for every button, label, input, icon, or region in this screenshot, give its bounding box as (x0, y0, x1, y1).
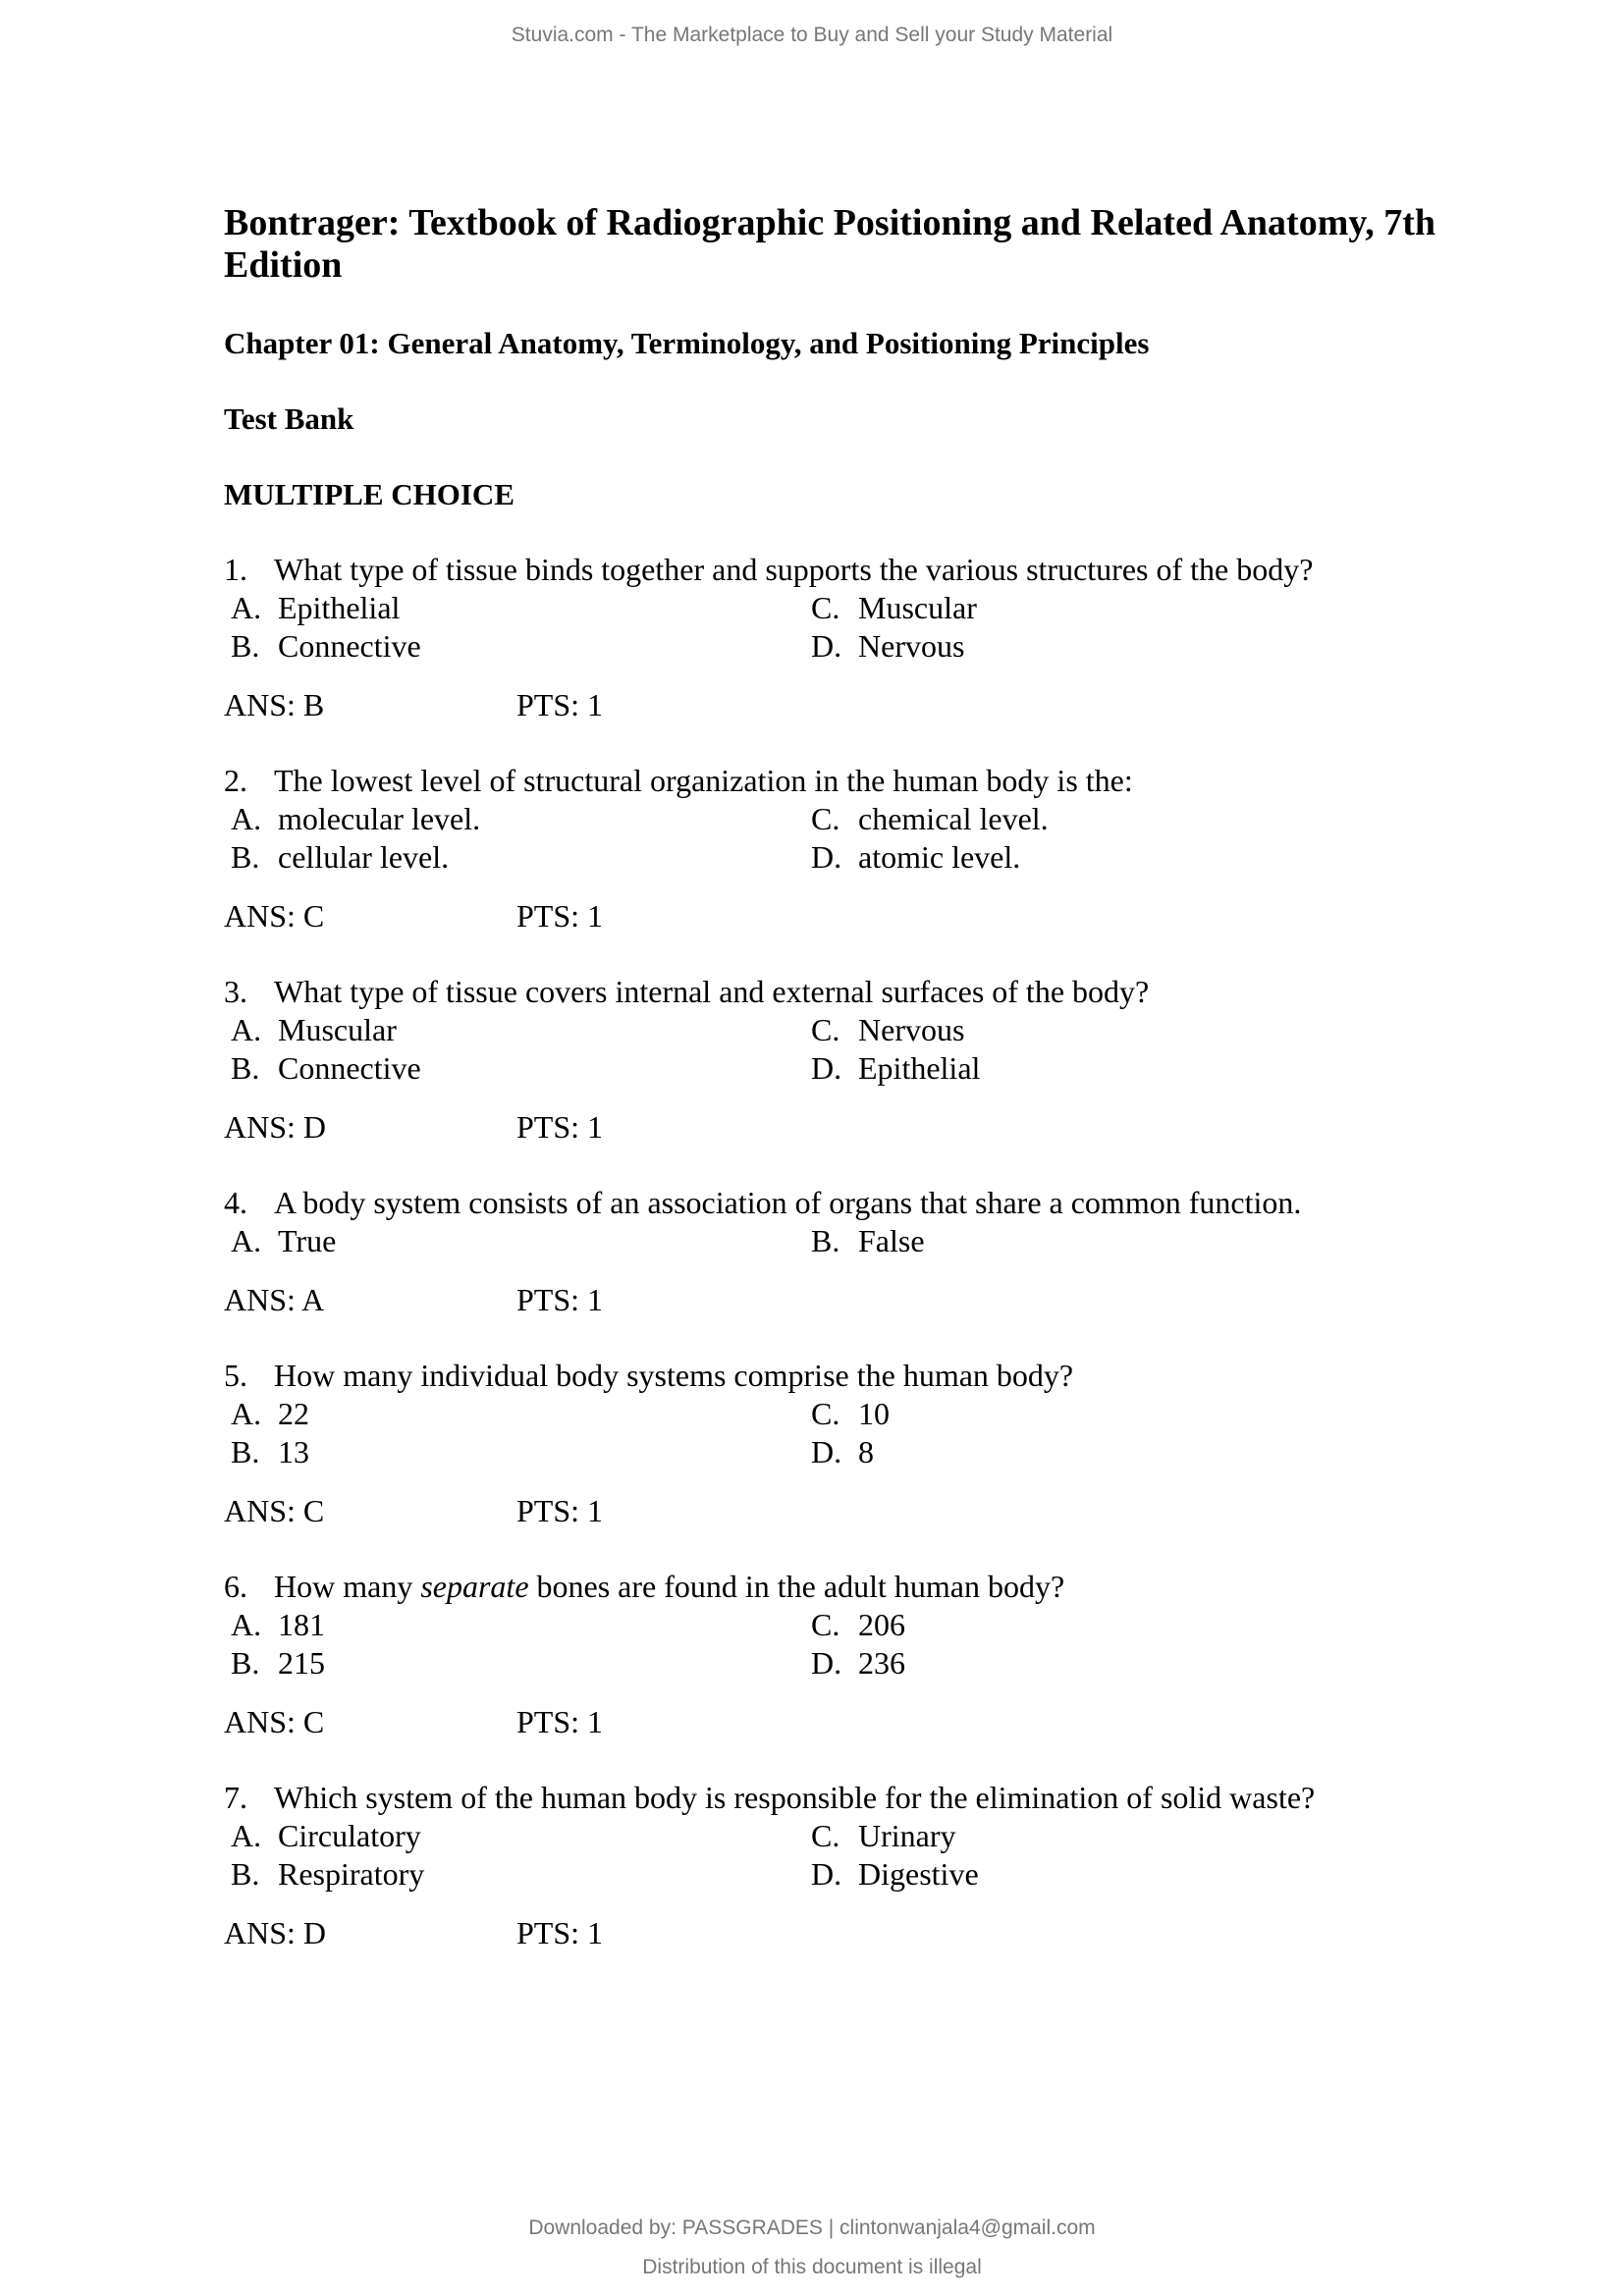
answer-option (231, 1395, 811, 1433)
option-letter: D. (811, 628, 842, 664)
option-letter: C. (811, 1607, 840, 1642)
answer-key: ANS: D (224, 1109, 327, 1145)
points: PTS: 1 (516, 1109, 604, 1145)
answer-option (811, 1011, 1302, 1049)
answer-option (811, 589, 1302, 627)
question-text-part: How many individual body systems comprise the human body? (274, 1358, 1074, 1393)
answer-options (224, 1395, 1500, 1471)
option-text: 10 (858, 1396, 890, 1431)
option-letter: C. (811, 1396, 840, 1431)
answer-option (231, 838, 811, 877)
question-text-part: How many (274, 1569, 421, 1604)
option-letter: B. (231, 1856, 260, 1892)
question-item (224, 1184, 1500, 1319)
option-text: Muscular (858, 590, 977, 625)
answer-key: ANS: C (224, 1704, 325, 1739)
question-item (224, 1779, 1500, 1952)
option-letter: B. (231, 1434, 260, 1469)
points: PTS: 1 (516, 1493, 604, 1528)
answer-option (811, 1606, 1302, 1644)
question-number: 5. (224, 1358, 247, 1393)
section-heading: MULTIPLE CHOICE (224, 477, 514, 511)
answer-options (224, 1606, 1500, 1682)
question-text (274, 1568, 1064, 1606)
question-number: 6. (224, 1569, 247, 1604)
distribution-notice: Distribution of this document is illegal (642, 2256, 982, 2278)
question-number: 7. (224, 1780, 247, 1815)
answer-options (224, 589, 1500, 666)
answer-options (224, 1011, 1500, 1088)
option-letter: B. (811, 1223, 840, 1258)
question-text (274, 1779, 1315, 1817)
option-text: Epithelial (858, 1050, 981, 1086)
option-text: atomic level. (858, 839, 1021, 875)
option-text: Circulatory (278, 1818, 421, 1853)
answer-option (231, 800, 811, 838)
question-number: 4. (224, 1185, 247, 1220)
answer-option (231, 1606, 811, 1644)
answer-key: ANS: C (224, 1493, 325, 1528)
question-item (224, 551, 1500, 724)
answer-option (811, 838, 1302, 877)
watermark-header: Stuvia.com - The Marketplace to Buy and Sell your Study Material (511, 24, 1113, 46)
answer-options (224, 800, 1500, 877)
answer-line (224, 1914, 1500, 1952)
answer-line (224, 1703, 1500, 1741)
option-letter: D. (811, 1434, 842, 1469)
option-text: Epithelial (278, 590, 401, 625)
points: PTS: 1 (516, 1704, 604, 1739)
option-text: cellular level. (278, 839, 450, 875)
question-item (224, 1357, 1500, 1530)
answer-option (811, 800, 1302, 838)
question-text-part: What type of tissue binds together and supports the various structures of the body? (274, 552, 1314, 587)
question-text (274, 1357, 1073, 1395)
question-item (224, 1568, 1500, 1741)
question-list (224, 551, 1500, 1952)
option-text: Digestive (858, 1856, 979, 1892)
option-letter: D. (811, 1645, 842, 1681)
option-text: 13 (278, 1434, 309, 1469)
question-text (274, 1184, 1301, 1222)
answer-key: ANS: C (224, 898, 325, 934)
answer-option (231, 627, 811, 666)
option-text: Connective (278, 628, 421, 664)
option-letter: A. (231, 1223, 262, 1258)
answer-options (224, 1817, 1500, 1894)
option-letter: C. (811, 1818, 840, 1853)
option-letter: B. (231, 1050, 260, 1086)
answer-line (224, 1281, 1500, 1319)
question-number: 1. (224, 552, 247, 587)
download-footer: Downloaded by: PASSGRADES | clintonwanjala4@gmail.com (528, 2216, 1096, 2239)
option-letter: D. (811, 839, 842, 875)
option-letter: D. (811, 1856, 842, 1892)
answer-option (231, 589, 811, 627)
question-number: 2. (224, 763, 247, 798)
option-text: 8 (858, 1434, 874, 1469)
option-text: Nervous (858, 1012, 965, 1047)
answer-option (811, 1433, 1302, 1471)
option-letter: A. (231, 1607, 262, 1642)
option-text: 236 (858, 1645, 905, 1681)
answer-option (231, 1011, 811, 1049)
question-text-part: bones are found in the adult human body? (528, 1569, 1065, 1604)
answer-option (231, 1222, 811, 1260)
answer-key: ANS: A (224, 1282, 325, 1317)
answer-option (811, 1049, 1302, 1088)
option-text: 22 (278, 1396, 309, 1431)
answer-option (811, 627, 1302, 666)
option-letter: B. (231, 628, 260, 664)
option-text: Muscular (278, 1012, 397, 1047)
answer-option (811, 1817, 1302, 1855)
question-text (274, 762, 1133, 800)
option-text: chemical level. (858, 801, 1049, 836)
option-text: Nervous (858, 628, 965, 664)
option-text: True (278, 1223, 337, 1258)
question-text-part: What type of tissue covers internal and external surfaces of the body? (274, 974, 1150, 1009)
option-letter: A. (231, 590, 262, 625)
answer-option (231, 1817, 811, 1855)
points: PTS: 1 (516, 687, 604, 722)
question-text-emphasis: separate (420, 1569, 529, 1604)
option-letter: B. (231, 1645, 260, 1681)
option-letter: B. (231, 839, 260, 875)
answer-line (224, 1492, 1500, 1530)
answer-option (811, 1395, 1302, 1433)
question-text (274, 973, 1149, 1011)
option-text: False (858, 1223, 925, 1258)
option-letter: D. (811, 1050, 842, 1086)
answer-option (231, 1433, 811, 1471)
option-text: Respiratory (278, 1856, 425, 1892)
answer-line (224, 897, 1500, 935)
answer-line (224, 686, 1500, 724)
points: PTS: 1 (516, 1282, 604, 1317)
question-text-part: The lowest level of structural organization in the human body is the: (274, 763, 1133, 798)
document-title: Bontrager: Textbook of Radiographic Positioning and Related Anatomy, 7th Edition (224, 202, 1436, 286)
answer-options (224, 1222, 1500, 1260)
option-letter: A. (231, 801, 262, 836)
option-text: 215 (278, 1645, 325, 1681)
question-number: 3. (224, 974, 247, 1009)
option-letter: C. (811, 801, 840, 836)
answer-option (231, 1855, 811, 1894)
option-letter: C. (811, 590, 840, 625)
question-text (274, 551, 1313, 589)
option-letter: A. (231, 1818, 262, 1853)
question-item (224, 762, 1500, 935)
chapter-heading: Chapter 01: General Anatomy, Terminology, and Positioning Principles (224, 326, 1150, 360)
option-letter: A. (231, 1396, 262, 1431)
question-item (224, 973, 1500, 1147)
answer-option (811, 1644, 1302, 1682)
points: PTS: 1 (516, 1915, 604, 1950)
answer-option (811, 1855, 1302, 1894)
answer-option (231, 1049, 811, 1088)
question-text-part: Which system of the human body is responsible for the elimination of solid waste? (274, 1780, 1316, 1815)
points: PTS: 1 (516, 898, 604, 934)
document-body (224, 202, 1500, 1990)
option-text: Connective (278, 1050, 421, 1086)
option-text: 181 (278, 1607, 325, 1642)
option-text: molecular level. (278, 801, 481, 836)
answer-key: ANS: B (224, 687, 325, 722)
option-text: Urinary (858, 1818, 956, 1853)
test-bank-heading: Test Bank (224, 401, 354, 436)
answer-line (224, 1108, 1500, 1147)
answer-option (231, 1644, 811, 1682)
option-letter: C. (811, 1012, 840, 1047)
answer-key: ANS: D (224, 1915, 327, 1950)
option-letter: A. (231, 1012, 262, 1047)
question-text-part: A body system consists of an association of organs that share a common function. (274, 1185, 1302, 1220)
answer-option (811, 1222, 1302, 1260)
option-text: 206 (858, 1607, 905, 1642)
